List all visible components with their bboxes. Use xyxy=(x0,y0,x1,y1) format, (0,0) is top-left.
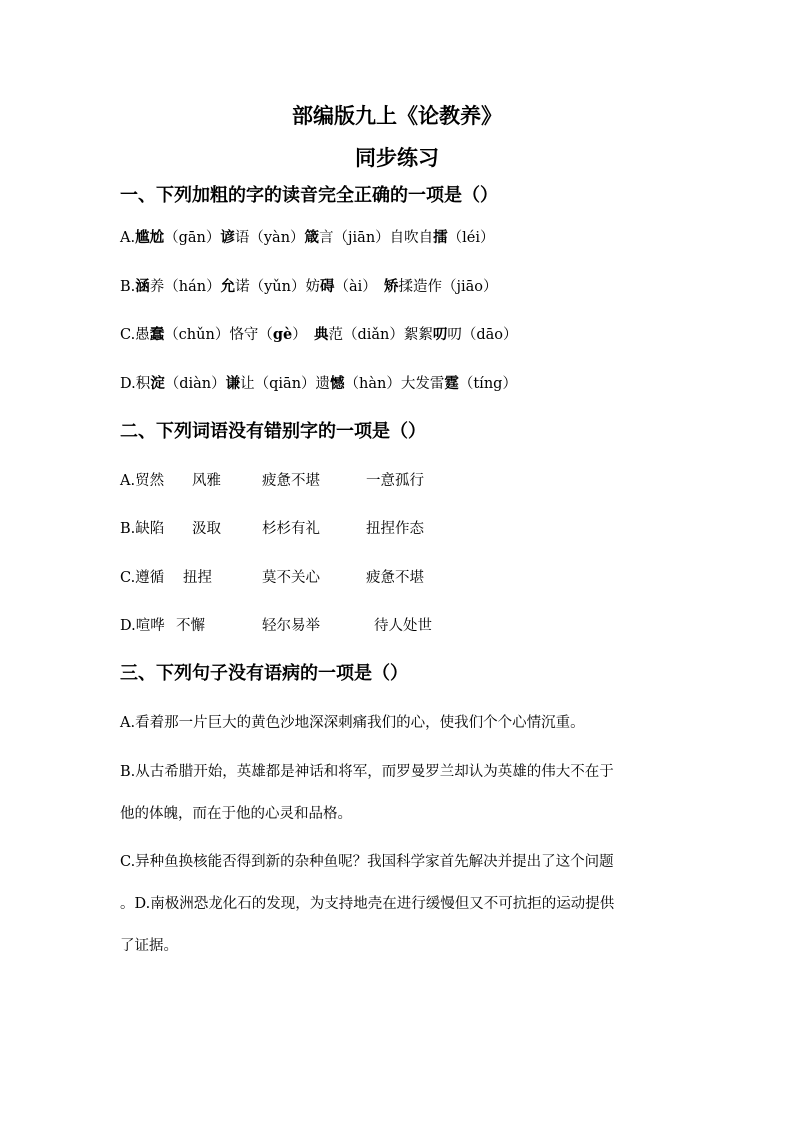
q2-option-b: B.缺陷 汲取 杉杉有礼 扭捏作态 xyxy=(120,521,424,537)
q3-option-a: A.看着那一片巨大的黄色沙地深深刺痛我们的心，使我们个个心情沉重。 xyxy=(120,715,585,731)
q3-option-d-line-2: 了证据。 xyxy=(120,938,178,954)
q1-option-b: B.涵养（hán）允诺（yǔn）妨碍（ài） 矫揉造作（jiāo） xyxy=(120,278,498,295)
q2-option-d: D.喧哗 不懈 轻尔易举 待人处世 xyxy=(120,618,432,634)
q1-option-a: A.尴尬（gān）谚语（yàn）箴言（jiān）自吹自擂（léi） xyxy=(120,229,495,246)
q3-option-c: C.异种鱼换核能否得到新的杂种鱼呢？我国科学家首先解决并提出了这个问题 xyxy=(120,854,614,870)
question-3-heading: 三、下列句子没有语病的一项是（） xyxy=(120,663,408,684)
q3-option-b-line-2: 他的体魄，而在于他的心灵和品格。 xyxy=(120,806,352,822)
q1-option-c: C.愚蠢（chǔn）恪守（gè） 典范（diǎn）絮絮叨叨（dāo） xyxy=(120,326,518,343)
page-title: 部编版九上《论教养》 xyxy=(292,103,502,128)
q2-option-c: C.遵循 扭捏 莫不关心 疲惫不堪 xyxy=(120,570,424,586)
q3-option-b-line-1: B.从古希腊开始，英雄都是神话和将军，而罗曼罗兰却认为英雄的伟大不在于 xyxy=(120,764,614,780)
page-subtitle: 同步练习 xyxy=(355,145,439,170)
question-2-heading: 二、下列词语没有错别字的一项是（） xyxy=(120,421,426,442)
question-1-heading: 一、下列加粗的字的读音完全正确的一项是（） xyxy=(120,185,498,206)
q2-option-a: A.贸然 风雅 疲惫不堪 一意孤行 xyxy=(120,473,424,489)
q3-option-d: 。D.南极洲恐龙化石的发现，为支持地壳在进行缓慢但又不可抗拒的运动提供 xyxy=(120,896,615,912)
q1-option-d: D.积淀（diàn）谦让（qiān）遗憾（hàn）大发雷霆（tíng） xyxy=(120,375,517,392)
